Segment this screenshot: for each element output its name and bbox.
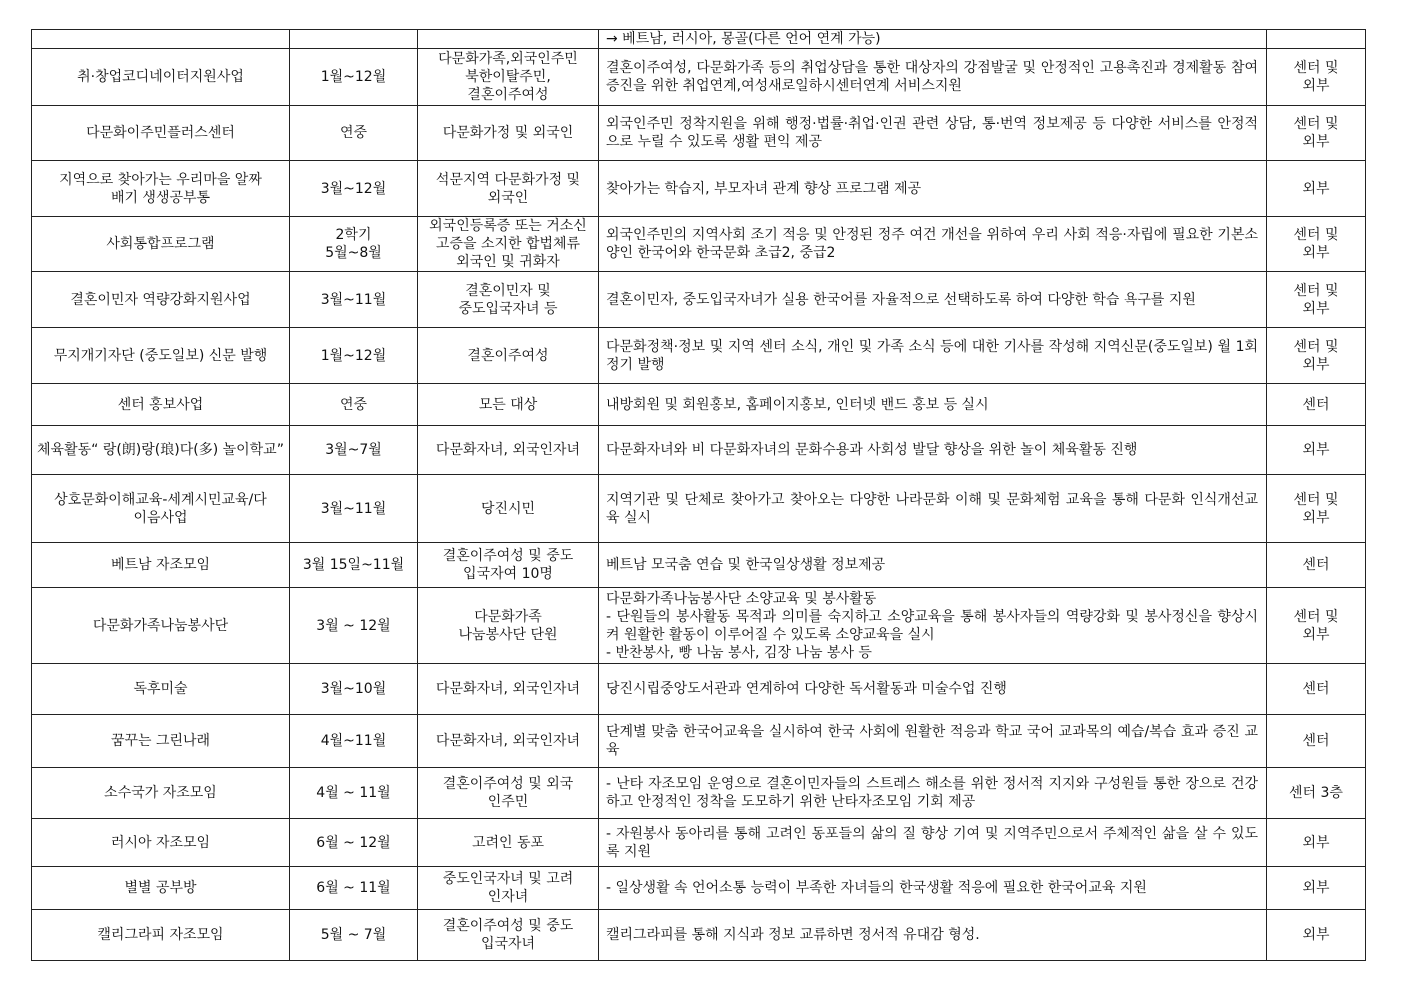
location-cell: 센터 및 외부 bbox=[1267, 588, 1366, 664]
location-cell: 센터 및 외부 bbox=[1267, 328, 1366, 384]
program-name-cell: 소수국가 자조모임 bbox=[32, 768, 290, 819]
location-cell: 센터 및 외부 bbox=[1267, 217, 1366, 272]
table-row bbox=[32, 664, 1366, 715]
target-cell: 모든 대상 bbox=[418, 384, 599, 426]
content-cell: 결혼이민자, 중도입국자녀가 실용 한국어를 자율적으로 선택하도록 하여 다양한 학습 욕구를 지원 bbox=[599, 272, 1267, 328]
location-cell: 센터 및 외부 bbox=[1267, 272, 1366, 328]
table-row bbox=[32, 217, 1366, 272]
location-cell: 외부 bbox=[1267, 426, 1366, 475]
target-cell: 석문지역 다문화가정 및 외국인 bbox=[418, 161, 599, 217]
table-row bbox=[32, 426, 1366, 475]
program-name-cell: 다문화가족나눔봉사단 bbox=[32, 588, 290, 664]
program-name-cell: 사회통합프로그램 bbox=[32, 217, 290, 272]
location-cell: 센터 bbox=[1267, 384, 1366, 426]
content-cell: - 난타 자조모임 운영으로 결혼이민자들의 스트레스 해소를 위한 정서적 지지와 구성원들 통한 장으로 건강하고 안정적인 정착을 도모하기 위한 난타자조모임 기회 제공 bbox=[599, 768, 1267, 819]
content-cell: 지역기관 및 단체로 찾아가고 찾아오는 다양한 나라문화 이해 및 문화체험 교육을 통해 다문화 인식개선교육 실시 bbox=[599, 475, 1267, 543]
program-name-cell: 꿈꾸는 그린나래 bbox=[32, 715, 290, 768]
location-cell: 센터 및 외부 bbox=[1267, 106, 1366, 161]
target-cell: 다문화자녀, 외국인자녀 bbox=[418, 426, 599, 475]
program-table-body bbox=[32, 30, 1366, 961]
program-name-cell: 센터 홍보사업 bbox=[32, 384, 290, 426]
table-row bbox=[32, 910, 1366, 961]
period-cell: 3월~10월 bbox=[290, 664, 418, 715]
period-cell: 3월 15일~11월 bbox=[290, 543, 418, 588]
program-name-cell: 지역으로 찾아가는 우리마을 알짜 배기 생생공부통 bbox=[32, 161, 290, 217]
table-row bbox=[32, 475, 1366, 543]
program-name-cell: 별별 공부방 bbox=[32, 867, 290, 910]
location-cell: 센터 bbox=[1267, 715, 1366, 768]
content-cell: - 일상생활 속 언어소통 능력이 부족한 자녀들의 한국생활 적응에 필요한 한국어교육 지원 bbox=[599, 867, 1267, 910]
period-cell: 1월~12월 bbox=[290, 49, 418, 106]
target-cell: 결혼이주여성 bbox=[418, 328, 599, 384]
program-name-cell: 독후미술 bbox=[32, 664, 290, 715]
program-name-cell: 다문화이주민플러스센터 bbox=[32, 106, 290, 161]
period-cell: 6월 ~ 11월 bbox=[290, 867, 418, 910]
period-cell: 3월~12월 bbox=[290, 161, 418, 217]
content-cell: 외국인주민 정착지원을 위해 행정·법률·취업·인권 관련 상담, 통·번역 정보제공 등 다양한 서비스를 안정적으로 누릴 수 있도록 생활 편익 제공 bbox=[599, 106, 1267, 161]
target-cell: 결혼이주여성 및 중도 입국자녀 bbox=[418, 910, 599, 961]
content-cell: 다문화자녀와 비 다문화자녀의 문화수용과 사회성 발달 향상을 위한 놀이 체육활동 진행 bbox=[599, 426, 1267, 475]
period-cell: 3월~11월 bbox=[290, 272, 418, 328]
period-cell: 연중 bbox=[290, 384, 418, 426]
table-row bbox=[32, 272, 1366, 328]
period-cell: 3월 ~ 12월 bbox=[290, 588, 418, 664]
period-cell: 1월~12월 bbox=[290, 328, 418, 384]
target-cell: 다문화가정 및 외국인 bbox=[418, 106, 599, 161]
table-row bbox=[32, 819, 1366, 867]
location-cell: 센터 bbox=[1267, 664, 1366, 715]
program-name-cell: 체육활동“ 랑(朗)랑(琅)다(多) 놀이학교” bbox=[32, 426, 290, 475]
target-cell: 결혼이민자 및 중도입국자녀 등 bbox=[418, 272, 599, 328]
content-cell: 찾아가는 학습지, 부모자녀 관계 향상 프로그램 제공 bbox=[599, 161, 1267, 217]
program-name-cell: 캘리그라피 자조모임 bbox=[32, 910, 290, 961]
table-row bbox=[32, 543, 1366, 588]
table-row bbox=[32, 384, 1366, 426]
period-cell: 4월 ~ 11월 bbox=[290, 768, 418, 819]
period-cell: 2학기 5월~8월 bbox=[290, 217, 418, 272]
content-cell: 단계별 맞춤 한국어교육을 실시하여 한국 사회에 원활한 적응과 학교 국어 교과목의 예습/복습 효과 증진 교육 bbox=[599, 715, 1267, 768]
location-cell: 센터 3층 bbox=[1267, 768, 1366, 819]
period-cell: 3월~7월 bbox=[290, 426, 418, 475]
target-cell: 다문화가족,외국인주민 북한이탈주민, 결혼이주여성 bbox=[418, 49, 599, 106]
table-row bbox=[32, 106, 1366, 161]
location-cell: 외부 bbox=[1267, 867, 1366, 910]
content-cell: 내방회원 및 회원홍보, 홈페이지홍보, 인터넷 밴드 홍보 등 실시 bbox=[599, 384, 1267, 426]
target-cell: 당진시민 bbox=[418, 475, 599, 543]
table-row bbox=[32, 328, 1366, 384]
content-cell: 다문화가족나눔봉사단 소양교육 및 봉사활동 - 단원들의 봉사활동 목적과 의미를 숙지하고 소양교육을 통해 봉사자들의 역량강화 및 봉사정신을 향상시켜 원활한 활동이 이루어질 수 있도록 소양교육을 실시 - 반찬봉사, 빵 나눔 봉사, 김장 나눔 봉사 등 bbox=[599, 588, 1267, 664]
table-row bbox=[32, 588, 1366, 664]
period-cell: 3월~11월 bbox=[290, 475, 418, 543]
target-cell: 결혼이주여성 및 중도 입국자여 10명 bbox=[418, 543, 599, 588]
period-cell bbox=[290, 30, 418, 49]
target-cell: 외국인등록증 또는 거소신 고증을 소지한 합법체류 외국인 및 귀화자 bbox=[418, 217, 599, 272]
location-cell: 센터 및 외부 bbox=[1267, 475, 1366, 543]
location-cell: 센터 bbox=[1267, 543, 1366, 588]
content-cell: → 베트남, 러시아, 몽골(다른 언어 연계 가능) bbox=[599, 30, 1267, 49]
table-row bbox=[32, 161, 1366, 217]
program-name-cell: 결혼이민자 역량강화지원사업 bbox=[32, 272, 290, 328]
program-name-cell: 취·창업코디네이터지원사업 bbox=[32, 49, 290, 106]
target-cell: 중도인국자녀 및 고려 인자녀 bbox=[418, 867, 599, 910]
table-row bbox=[32, 768, 1366, 819]
target-cell: 다문화자녀, 외국인자녀 bbox=[418, 664, 599, 715]
table-row bbox=[32, 715, 1366, 768]
period-cell: 연중 bbox=[290, 106, 418, 161]
target-cell: 다문화가족 나눔봉사단 단원 bbox=[418, 588, 599, 664]
table-row bbox=[32, 30, 1366, 49]
location-cell: 센터 및 외부 bbox=[1267, 49, 1366, 106]
table-row bbox=[32, 867, 1366, 910]
program-name-cell: 러시아 자조모임 bbox=[32, 819, 290, 867]
location-cell: 외부 bbox=[1267, 819, 1366, 867]
content-cell: 결혼이주여성, 다문화가족 등의 취업상담을 통한 대상자의 강점발굴 및 안정적인 고용촉진과 경제활동 참여 증진을 위한 취업연계,여성새로일하시센터연계 서비스지원 bbox=[599, 49, 1267, 106]
target-cell: 다문화자녀, 외국인자녀 bbox=[418, 715, 599, 768]
location-cell: 외부 bbox=[1267, 910, 1366, 961]
target-cell: 고려인 동포 bbox=[418, 819, 599, 867]
program-name-cell: 상호문화이해교육-세계시민교육/다 이음사업 bbox=[32, 475, 290, 543]
period-cell: 6월 ~ 12월 bbox=[290, 819, 418, 867]
location-cell bbox=[1267, 30, 1366, 49]
period-cell: 4월~11월 bbox=[290, 715, 418, 768]
period-cell: 5월 ~ 7월 bbox=[290, 910, 418, 961]
content-cell: 당진시립중앙도서관과 연계하여 다양한 독서활동과 미술수업 진행 bbox=[599, 664, 1267, 715]
content-cell: 캘리그라피를 통해 지식과 정보 교류하면 정서적 유대감 형성. bbox=[599, 910, 1267, 961]
target-cell bbox=[418, 30, 599, 49]
content-cell: - 자원봉사 동아리를 통해 고려인 동포들의 삶의 질 향상 기여 및 지역주민으로서 주체적인 삶을 살 수 있도록 지원 bbox=[599, 819, 1267, 867]
program-table bbox=[31, 29, 1366, 961]
table-row bbox=[32, 49, 1366, 106]
content-cell: 다문화정책·정보 및 지역 센터 소식, 개인 및 가족 소식 등에 대한 기사를 작성해 지역신문(중도일보) 월 1회 정기 발행 bbox=[599, 328, 1267, 384]
program-name-cell: 베트남 자조모임 bbox=[32, 543, 290, 588]
program-name-cell: 무지개기자단 (중도일보) 신문 발행 bbox=[32, 328, 290, 384]
location-cell: 외부 bbox=[1267, 161, 1366, 217]
content-cell: 베트남 모국춤 연습 및 한국일상생활 정보제공 bbox=[599, 543, 1267, 588]
target-cell: 결혼이주여성 및 외국 인주민 bbox=[418, 768, 599, 819]
program-name-cell bbox=[32, 30, 290, 49]
content-cell: 외국인주민의 지역사회 조기 적응 및 안정된 정주 여건 개선을 위하여 우리 사회 적응·자립에 필요한 기본소양인 한국어와 한국문화 초급2, 중급2 bbox=[599, 217, 1267, 272]
